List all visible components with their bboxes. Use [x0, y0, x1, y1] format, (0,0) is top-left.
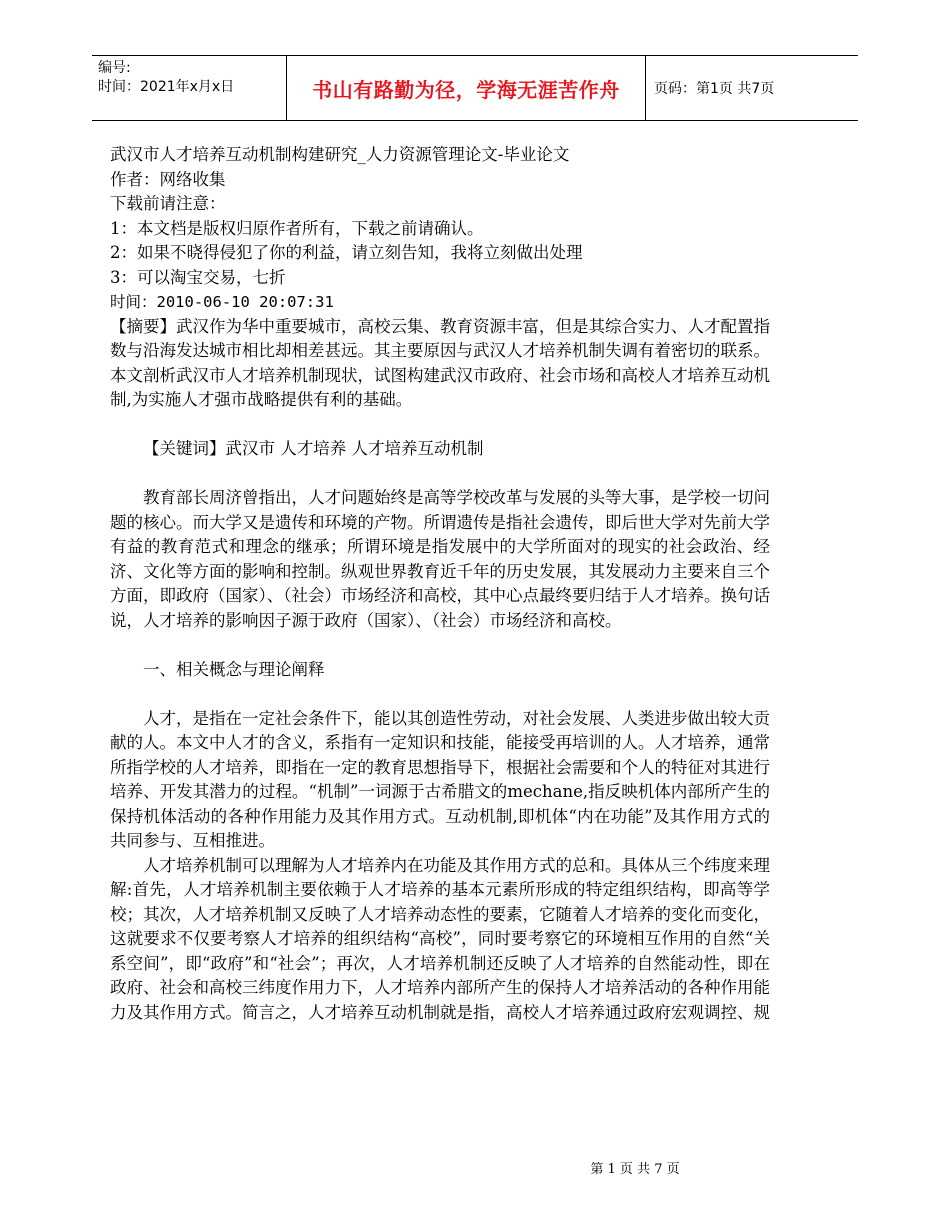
- notice-heading: 下载前请注意：: [110, 194, 226, 213]
- header-motto: 书山有路勤为径，学海无涯苦作舟: [286, 56, 646, 120]
- number-label: 编号:: [98, 60, 131, 76]
- document-author: 作者：网络收集: [110, 169, 226, 189]
- section-heading: 一、相关概念与理论阐释: [143, 659, 325, 679]
- talent-paragraph: 人才，是指在一定社会条件下，能以其创造性劳动，对社会发展、人类进步做出较大贡献的人。本文中人才的含义，系指有一定知识和技能，能接受再培训的人。人才培养，通常所指学校的人才培养，即指在一定的教育思想指导下，根据社会需要和个人的特征对其进行培养、开发其潜力的过程。“机制”一词源于古希腊文的mechane,指反映机体内部所产生的保持机体活动的各种作用能力及其作用方式。互动机制,即机体“内在功能”及其作用方式的共同参与、互相推进。: [110, 708, 770, 850]
- time-label: 时间：2021年x月x日: [98, 79, 235, 95]
- notice-item-3: 3：可以淘宝交易，七折: [110, 267, 286, 287]
- document-title: 武汉市人才培养互动机制构建研究_人力资源管理论文-毕业论文: [110, 145, 570, 164]
- abstract-paragraph: 【摘要】武汉作为华中重要城市，高校云集、教育资源丰富，但是其综合实力、人才配置指数与沿海发达城市相比却相差甚远。其主要原因与武汉人才培养机制失调有着密切的联系。本文剖析武汉市人才培养机制现状，试图构建武汉市政府、社会市场和高校人才培养互动机制,为实施人才强市战略提供有利的基础。: [110, 316, 770, 409]
- document-header: [92, 55, 858, 121]
- keywords-paragraph: 【关键词】武汉市 人才培养 人才培养互动机制: [143, 439, 484, 458]
- document-time: 时间：2010-06-10 20:07:31: [110, 293, 334, 311]
- header-page-info: 页码：第1页 共7页: [654, 81, 775, 97]
- document-body: [110, 143, 770, 1025]
- header-meta: [92, 56, 286, 120]
- intro-paragraph: 教育部长周济曾指出，人才问题始终是高等学校改革与发展的头等大事，是学校一切问题的核心。而大学又是遗传和环境的产物。所谓遗传是指社会遗传，即后世大学对先前大学有益的教育范式和理念的继承；所谓环境是指发展中的大学所面对的现实的社会政治、经济、文化等方面的影响和控制。纵观世界教育近千年的历史发展，其发展动力主要来自三个方面，即政府（国家）、（社会）市场经济和高校，其中心点最终要归结于人才培养。换句话说，人才培养的影响因子源于政府（国家）、（社会）市场经济和高校。: [110, 488, 770, 630]
- notice-item-1: 1：本文档是版权归原作者所有，下载之前请确认。: [110, 218, 484, 238]
- notice-item-2: 2：如果不晓得侵犯了你的利益，请立刻告知，我将立刻做出处理: [110, 243, 583, 262]
- mechanism-paragraph: 人才培养机制可以理解为人才培养内在功能及其作用方式的总和。具体从三个纬度来理解:首先，人才培养机制主要依赖于人才培养的基本元素所形成的特定组织结构，即高等学校；其次，人才培养机制又反映了人才培养动态性的要素，它随着人才培养的变化而变化，这就要求不仅要考察人才培养的组织结构“高校”，同时要考察它的环境相互作用的自然“关系空间”，即“政府”和“社会”；再次，人才培养机制还反映了人才培养的自然能动性，即在政府、社会和高校三纬度作用力下，人才培养内部所产生的保持人才培养活动的各种作用能力及其作用方式。简言之，人才培养互动机制就是指，高校人才培养通过政府宏观调控、规: [110, 855, 770, 1022]
- page-footer: 第 1 页 共 7 页: [590, 1162, 680, 1177]
